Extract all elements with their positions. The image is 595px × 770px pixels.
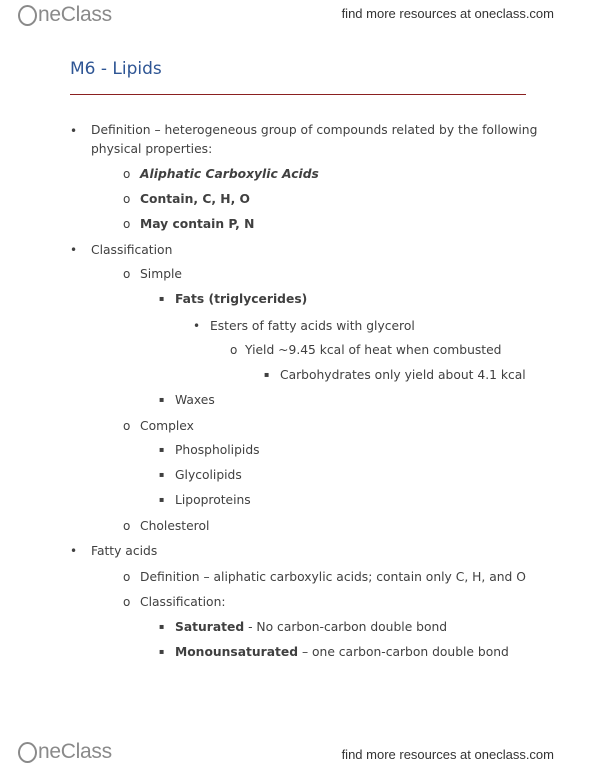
list-item: Lipoproteins	[175, 493, 251, 507]
oneclass-logo-icon	[18, 742, 37, 763]
bullet-square-icon: ▪	[159, 495, 165, 504]
bullet-square-icon: ▪	[159, 294, 165, 303]
list-item: Waxes	[175, 393, 215, 407]
bullet-square-icon: ▪	[159, 395, 165, 404]
footer-resources-link[interactable]: find more resources at oneclass.com	[341, 747, 554, 762]
bullet-square-icon: ▪	[159, 647, 165, 656]
bullet-circle-icon: o	[123, 595, 131, 609]
list-item: Cholesterol	[140, 519, 210, 533]
list-item: Fats (triglycerides)	[175, 292, 308, 306]
oneclass-logo[interactable]	[18, 740, 112, 764]
list-item: Aliphatic Carboxylic Acids	[140, 167, 319, 181]
bullet-circle-icon: o	[123, 519, 131, 533]
list-item-continuation: physical properties:	[91, 142, 213, 156]
oneclass-logo-icon	[18, 5, 37, 26]
term-description: - No carbon-carbon double bond	[244, 620, 448, 634]
list-item: May contain P, N	[140, 217, 255, 231]
list-item: Fatty acids	[91, 544, 158, 558]
header-resources-link[interactable]: find more resources at oneclass.com	[341, 6, 554, 21]
list-item: Classification	[91, 243, 173, 257]
bullet-round-icon: •	[70, 243, 78, 257]
bullet-circle-icon: o	[123, 419, 131, 433]
list-item: Definition – aliphatic carboxylic acids; contain only C, H, and O	[140, 570, 526, 584]
list-item	[175, 644, 509, 660]
bullet-square-icon: ▪	[264, 370, 270, 379]
bullet-round-icon: •	[70, 544, 78, 558]
term: Saturated	[175, 620, 245, 634]
logo-text: neClass	[38, 740, 112, 763]
term: Monounsaturated	[175, 645, 299, 659]
bullet-round-icon: •	[193, 319, 201, 333]
bullet-square-icon: ▪	[159, 622, 165, 631]
list-item: Complex	[140, 419, 194, 433]
term-description: – one carbon-carbon double bond	[298, 645, 509, 659]
list-item: Phospholipids	[175, 443, 260, 457]
list-item: Definition – heterogeneous group of compounds related by the following	[91, 123, 538, 137]
page-title: M6 - Lipids	[70, 59, 162, 79]
bullet-circle-icon: o	[230, 343, 238, 357]
bullet-circle-icon: o	[123, 217, 131, 231]
list-item: Classification:	[140, 595, 226, 609]
list-item: Esters of fatty acids with glycerol	[210, 319, 415, 333]
list-item: Glycolipids	[175, 468, 242, 482]
bullet-circle-icon: o	[123, 192, 131, 206]
list-item: Yield ~9.45 kcal of heat when combusted	[245, 343, 502, 357]
logo-text: neClass	[38, 3, 112, 26]
bullet-round-icon: •	[70, 124, 78, 138]
bullet-square-icon: ▪	[159, 445, 165, 454]
list-item: Carbohydrates only yield about 4.1 kcal	[280, 368, 526, 382]
list-item	[175, 619, 447, 635]
bullet-square-icon: ▪	[159, 470, 165, 479]
bullet-circle-icon: o	[123, 167, 131, 181]
bullet-circle-icon: o	[123, 570, 131, 584]
list-item: Contain, C, H, O	[140, 192, 250, 206]
title-divider	[70, 94, 526, 95]
bullet-circle-icon: o	[123, 267, 131, 281]
list-item: Simple	[140, 267, 182, 281]
oneclass-logo[interactable]	[18, 3, 112, 27]
